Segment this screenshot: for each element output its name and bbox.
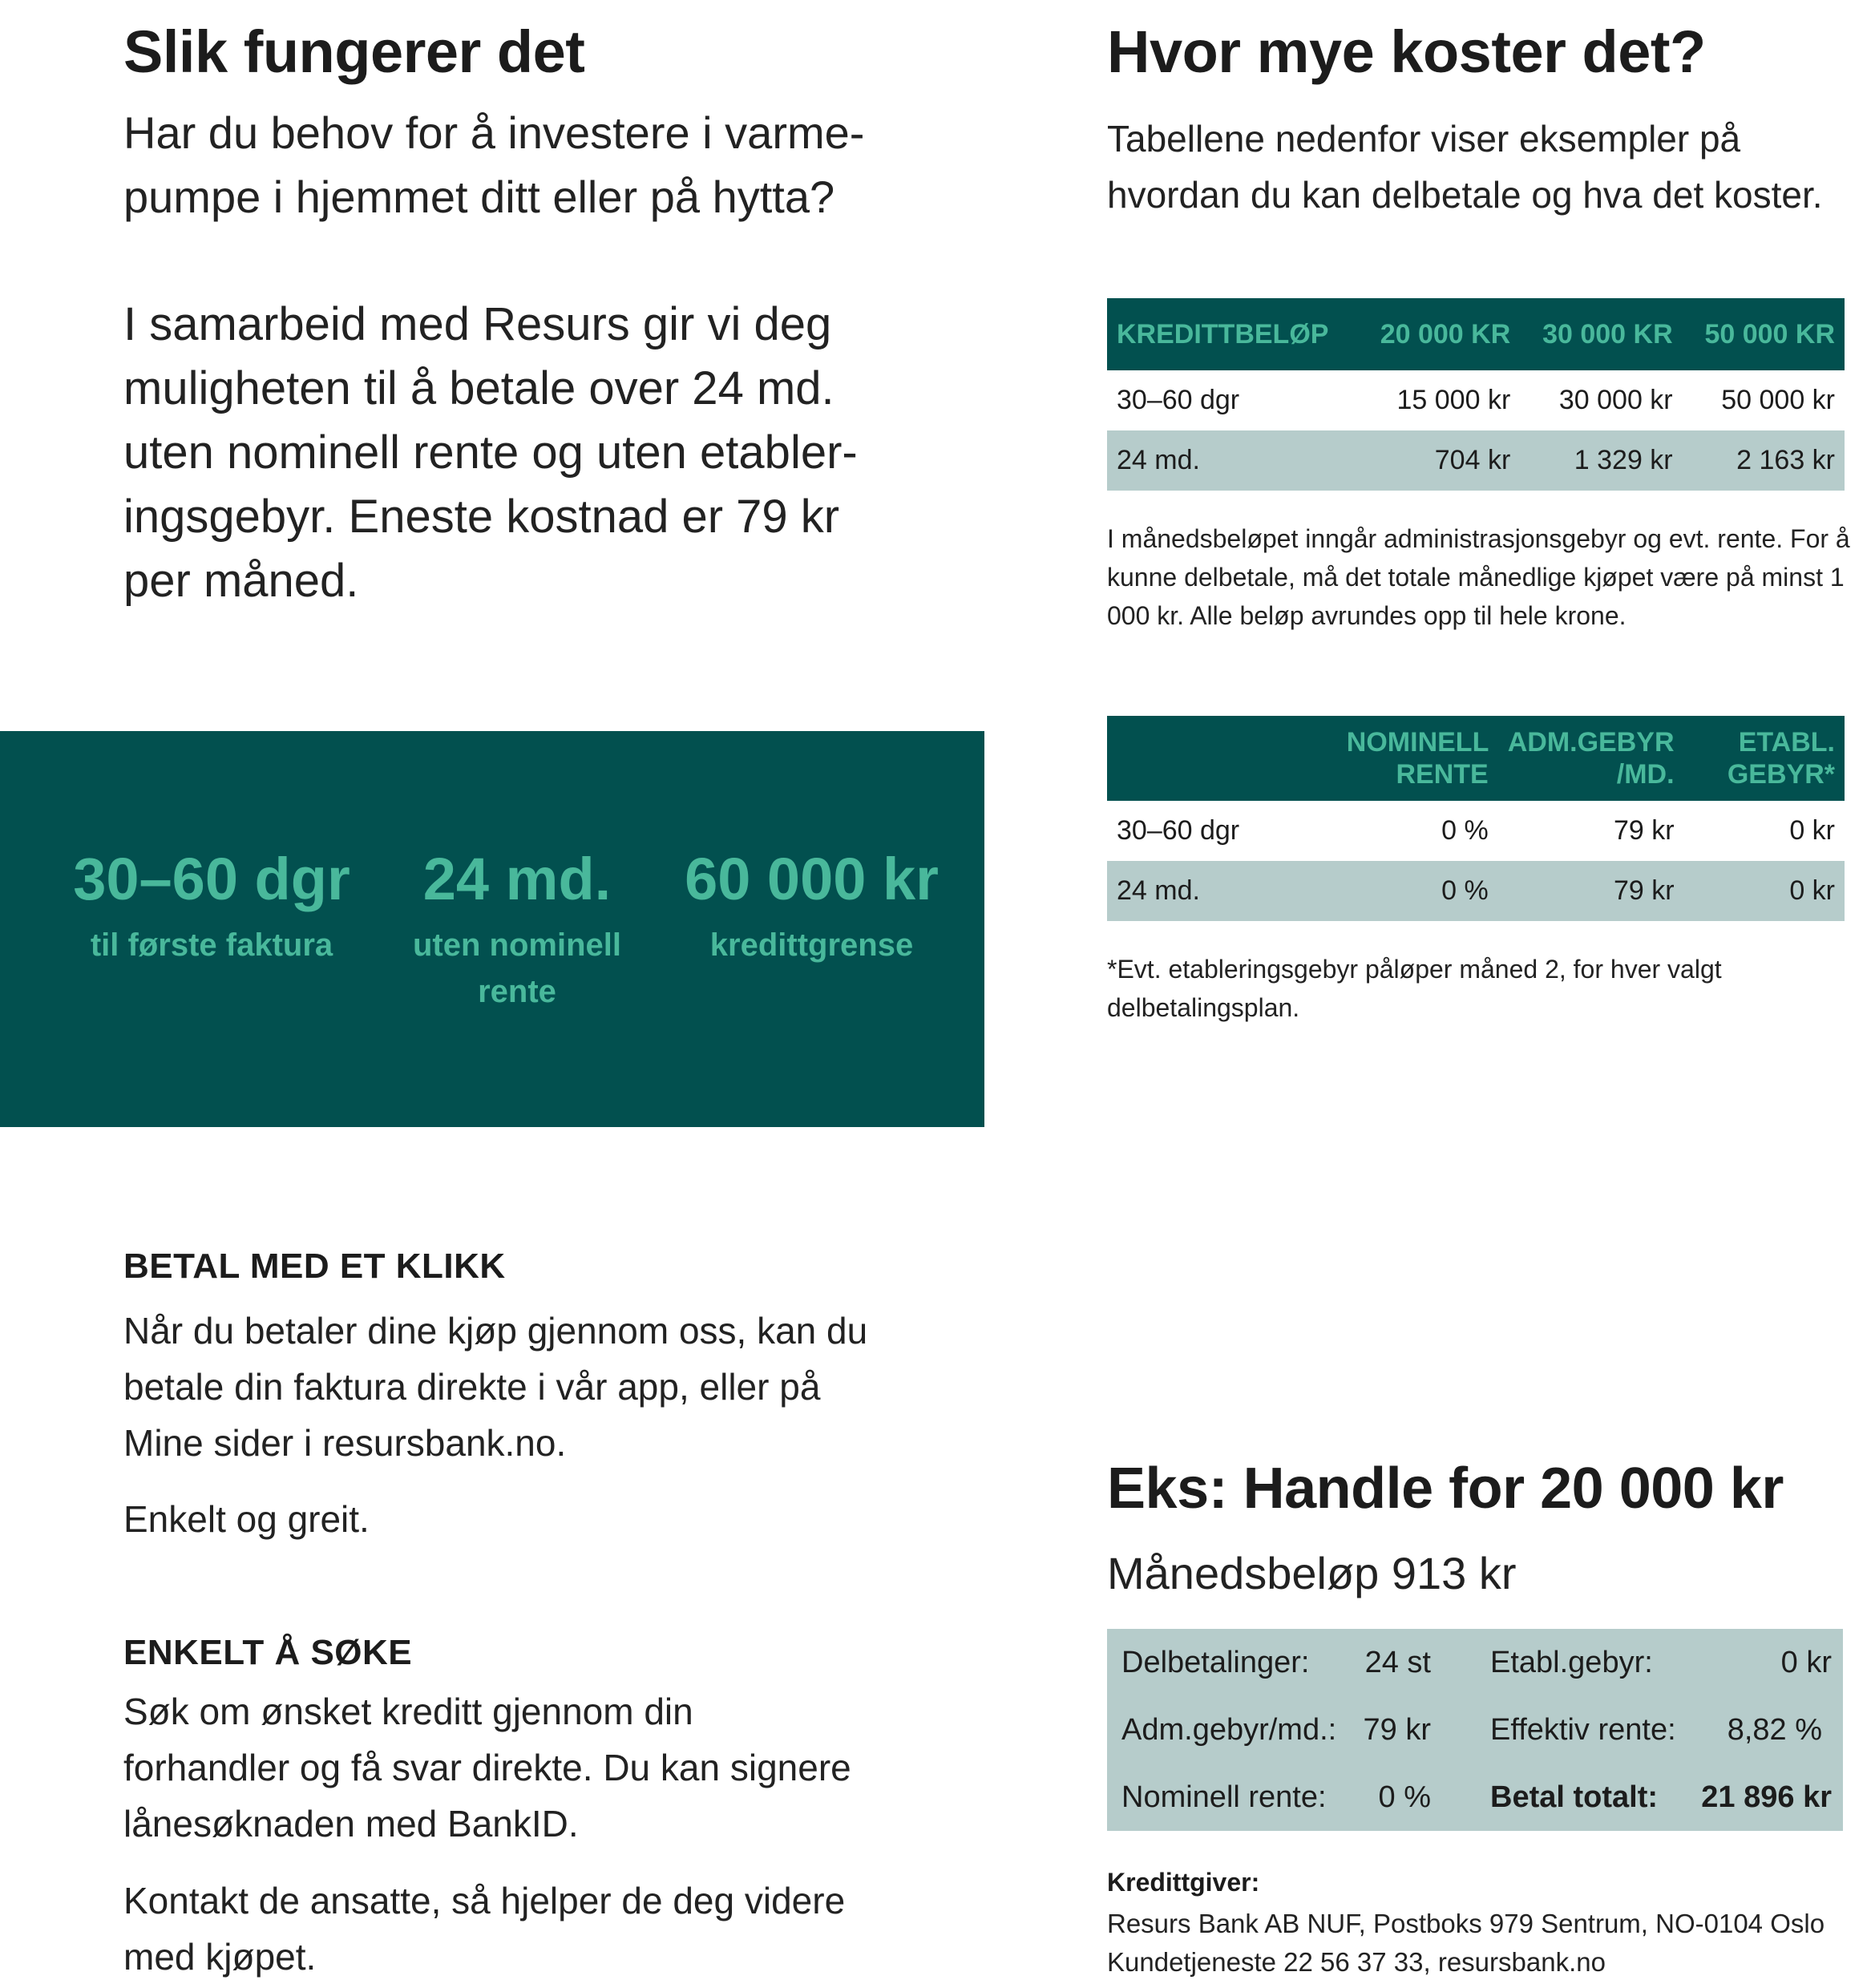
pay-section-text: Når du betaler dine kjøp gjennom oss, kan du betale din faktura direkte i vår app, eller på Mine sider i resursbank.no. (123, 1310, 868, 1464)
table-cell: 30–60 dgr (1117, 385, 1240, 415)
table-header: KREDITTBELØP (1107, 298, 1358, 370)
stat-value: 60 000 kr (685, 846, 939, 912)
table-cell: 50 000 kr (1721, 385, 1835, 415)
example-label: Etabl.gebyr: (1490, 1646, 1653, 1679)
cost-title: Hvor mye koster det? (1107, 18, 1706, 85)
example-title: Eks: Handle for 20 000 kr (1107, 1457, 1784, 1521)
total-label: Betal totalt: (1490, 1780, 1658, 1814)
table-header: NOMINELL RENTE (1337, 716, 1498, 801)
table-header (1107, 716, 1337, 801)
table-cell: 24 md. (1107, 861, 1337, 921)
example-label: Effektiv rente: (1490, 1713, 1676, 1747)
establishment-fee-note: *Evt. etableringsgebyr påløper måned 2, for hver valgt delbetalingsplan. (1107, 955, 1722, 1022)
example-value: 79 kr (1363, 1713, 1431, 1747)
stat-value: 24 md. (422, 846, 612, 912)
example-value: 0 kr (1780, 1646, 1832, 1679)
table-cell: 0 % (1337, 861, 1498, 921)
example-row (1107, 1696, 1843, 1764)
table-cell: 1 329 kr (1520, 430, 1682, 491)
stat-credit-limit (665, 843, 958, 968)
table-header: 30 000 KR (1520, 298, 1682, 370)
table-row (1107, 370, 1845, 430)
cost-intro: Tabellene nedenfor viser eksempler på hvordan du kan delbetale og hva det koster. (1107, 118, 1823, 216)
table-cell: 15 000 kr (1396, 385, 1511, 415)
table-cell: 0 kr (1684, 861, 1845, 921)
stat-value: 30–60 dgr (73, 846, 350, 912)
table-cell: 30–60 dgr (1117, 815, 1240, 846)
table-header: 20 000 KR (1358, 298, 1520, 370)
how-it-works-title: Slik fungerer det (123, 18, 585, 85)
table-cell: 79 kr (1613, 815, 1675, 846)
example-summary-box (1107, 1629, 1843, 1831)
example-label: Nominell rente: (1121, 1780, 1327, 1814)
creditor-contact: Kundetjeneste 22 56 37 33, resursbank.no (1107, 1947, 1606, 1977)
example-label: Adm.gebyr/md.: (1121, 1713, 1337, 1747)
total-value: 21 896 kr (1701, 1780, 1832, 1814)
example-value: 24 st (1364, 1646, 1431, 1679)
table-cell: 30 000 kr (1558, 385, 1673, 415)
pay-section-heading: BETAL MED ET KLIKK (123, 1247, 506, 1286)
apply-section-text: Søk om ønsket kreditt gjennom din forhandler og få svar direkte. Du kan signere lånesøknaden med BankID. (123, 1691, 851, 1845)
table-header-row (1107, 298, 1845, 370)
stat-first-invoice (67, 843, 356, 968)
how-it-works-intro: Har du behov for å investere i varme-pumpe i hjemmet ditt eller på hytta? (123, 107, 865, 222)
stat-label: til første faktura (90, 927, 333, 963)
stat-interest-free (393, 843, 641, 1015)
highlight-panel (0, 731, 984, 1127)
table-cell: 2 163 kr (1683, 430, 1845, 491)
table-row (1107, 861, 1845, 921)
example-row (1107, 1629, 1843, 1696)
example-subtitle: Månedsbeløp 913 kr (1107, 1548, 1517, 1598)
table-header-row (1107, 716, 1845, 801)
creditor-address: Resurs Bank AB NUF, Postboks 979 Sentrum, NO-0104 Oslo (1107, 1909, 1825, 1938)
stat-label: kredittgrense (709, 927, 914, 963)
table-cell: 0 % (1441, 815, 1489, 846)
apply-section-heading: ENKELT Å SØKE (123, 1633, 413, 1672)
stat-label: uten nominell rente (413, 927, 621, 1009)
table-row (1107, 430, 1845, 491)
table-row (1107, 801, 1845, 861)
creditor-heading: Kredittgiver: (1107, 1868, 1260, 1897)
fees-table (1107, 716, 1845, 921)
monthly-amount-note: I månedsbeløpet inngår administrasjonsgebyr og evt. rente. For å kunne delbetale, må det totale månedlige kjøpet være på minst 1 000 kr. Alle beløp avrundes opp til hele krone. (1107, 524, 1850, 630)
table-cell: 0 kr (1789, 815, 1835, 846)
table-header: 50 000 KR (1683, 298, 1845, 370)
example-value: 0 % (1378, 1780, 1431, 1814)
table-cell: 24 md. (1107, 430, 1358, 491)
example-label: Delbetalinger: (1121, 1646, 1310, 1679)
table-cell: 79 kr (1498, 861, 1684, 921)
how-it-works-body: I samarbeid med Resurs gir vi deg muligheten til å betale over 24 md. uten nominell rente og uten etabler-ingsgebyr. Eneste kostnad er 79 kr per måned. (123, 298, 858, 607)
creditor-info (1107, 1905, 1861, 1982)
example-value: 8,82 % (1727, 1713, 1822, 1747)
apply-section-text-2: Kontakt de ansatte, så hjelper de deg videre med kjøpet. (123, 1880, 846, 1978)
pay-section-text-2: Enkelt og greit. (123, 1498, 370, 1540)
table-cell: 704 kr (1358, 430, 1520, 491)
table-header: ADM.GEBYR /MD. (1498, 716, 1684, 801)
credit-amount-table (1107, 298, 1845, 491)
table-header: ETABL. GEBYR* (1684, 716, 1845, 801)
example-row (1107, 1764, 1843, 1831)
